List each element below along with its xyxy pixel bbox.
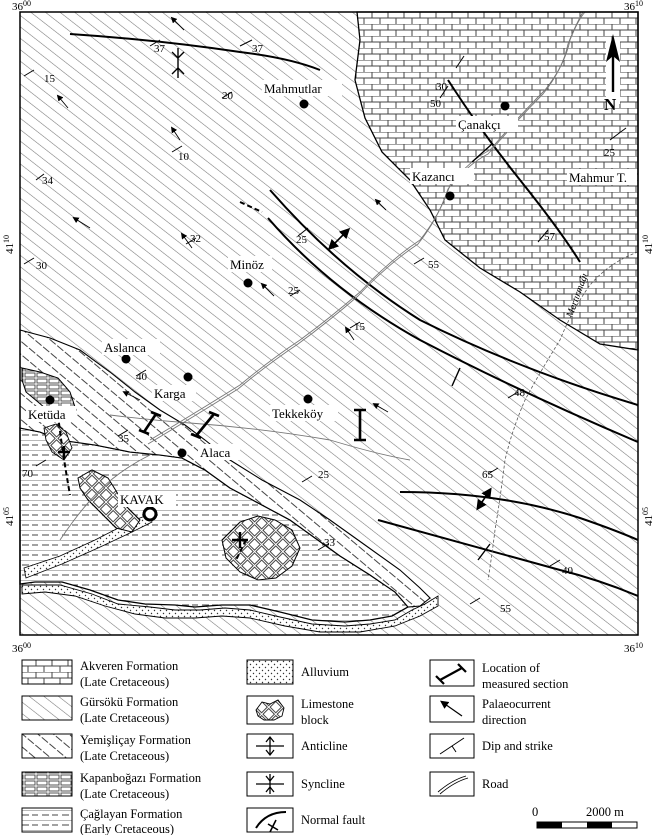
legend-caglayan-age: (Early Cretaceous)	[80, 822, 175, 835]
svg-text:25: 25	[296, 234, 307, 246]
legend-road: Road	[482, 777, 509, 791]
svg-text:3610: $36^{10}$	[624, 0, 643, 13]
place-mahmutlar: Mahmutlar	[264, 81, 322, 96]
kavak-town-symbol	[144, 508, 156, 520]
place-kazanci: Kazancı	[412, 169, 455, 184]
svg-text:3600: $36^{00}$	[12, 641, 31, 655]
place-karga: Karga	[154, 386, 186, 401]
svg-text:65: 65	[482, 469, 493, 481]
legend-swatch-akveren	[22, 660, 72, 684]
place-alaca: Alaca	[200, 445, 231, 460]
svg-text:25: 25	[604, 147, 615, 159]
legend-swatch-alluvium	[247, 660, 293, 684]
legend-swatch-kapanbogazi	[22, 772, 72, 796]
legend-section-1: Location of	[482, 661, 540, 675]
legend-yemislicay-age: (Late Cretaceous)	[80, 749, 170, 763]
river-label: Mertırmağı	[564, 271, 591, 320]
svg-text:25: 25	[318, 469, 329, 481]
svg-text:20: 20	[222, 90, 233, 102]
place-tekkekoy: Tekkeköy	[272, 406, 324, 421]
legend-akveren-name: Akveren Formation	[80, 659, 179, 673]
place-ketuda: Ketüda	[28, 407, 66, 422]
svg-text:15: 15	[354, 321, 365, 333]
place-aslanca: Aslanca	[104, 340, 146, 355]
svg-text:40: 40	[562, 565, 573, 577]
svg-text:10: 10	[178, 151, 189, 163]
svg-text:33: 33	[324, 537, 335, 549]
legend-section-2: measured section	[482, 677, 569, 691]
legend-dip-strike: Dip and strike	[482, 739, 553, 753]
svg-text:3600: $36^{00}$	[12, 0, 31, 13]
svg-text:57: 57	[544, 231, 555, 243]
legend-yemislicay-name: Yemişliçay Formation	[80, 733, 191, 747]
legend-normal-fault: Normal fault	[301, 813, 366, 827]
svg-text:4110: $41^{10}$	[2, 235, 16, 254]
legend-alluvium: Alluvium	[301, 665, 349, 679]
svg-text:15: 15	[44, 73, 55, 85]
svg-text:37: 37	[252, 43, 263, 55]
legend-swatch-caglayan	[22, 808, 72, 832]
svg-text:25: 25	[288, 285, 299, 297]
svg-text:4105: $41^{05}$	[2, 507, 16, 526]
place-mahmur: Mahmur T.	[569, 170, 628, 185]
legend-gursoku-age: (Late Cretaceous)	[80, 711, 170, 725]
svg-text:34: 34	[42, 175, 53, 187]
legend-swatch-gursoku	[22, 696, 72, 720]
svg-text:70: 70	[22, 468, 33, 480]
place-canakci: Çanakçı	[458, 117, 501, 132]
svg-text:50: 50	[430, 98, 441, 110]
svg-text:55: 55	[428, 259, 439, 271]
scale-end: 2000 m	[586, 805, 624, 819]
svg-text:55: 55	[500, 603, 511, 615]
svg-text:3610: $36^{10}$	[624, 641, 643, 655]
legend-kapanbogazi-name: Kapanboğazı Formation	[80, 771, 202, 785]
legend-anticline: Anticline	[301, 739, 348, 753]
place-kavak: KAVAK	[120, 492, 164, 507]
legend-swatch-yemislicay	[22, 734, 72, 758]
north-arrow	[604, 34, 620, 114]
svg-text:48: 48	[514, 387, 525, 399]
legend-limestone-2: block	[301, 713, 329, 727]
place-minoz: Minöz	[230, 257, 264, 272]
legend	[22, 659, 569, 835]
svg-text:32: 32	[190, 233, 201, 245]
legend-palaeocurrent-1: Palaeocurrent	[482, 697, 551, 711]
legend-gursoku-name: Gürsökü Formation	[80, 695, 179, 709]
svg-text:35: 35	[118, 433, 129, 445]
legend-limestone-1: Limestone	[301, 697, 354, 711]
legend-kapanbogazi-age: (Late Cretaceous)	[80, 787, 170, 801]
legend-akveren-age: (Late Cretaceous)	[80, 675, 170, 689]
svg-text:4105: $41^{05}$	[641, 507, 655, 526]
svg-text:30: 30	[436, 81, 447, 93]
legend-syncline: Syncline	[301, 777, 345, 791]
legend-palaeocurrent-2: direction	[482, 713, 527, 727]
scale-zero: 0	[532, 805, 539, 819]
svg-text:40: 40	[136, 371, 147, 383]
north-label: N	[604, 95, 617, 114]
legend-caglayan-name: Çağlayan Formation	[80, 807, 183, 821]
scale-bar	[532, 805, 637, 828]
svg-text:4110: $41^{10}$	[641, 235, 655, 254]
svg-text:37: 37	[154, 43, 165, 55]
svg-text:30: 30	[36, 260, 47, 272]
